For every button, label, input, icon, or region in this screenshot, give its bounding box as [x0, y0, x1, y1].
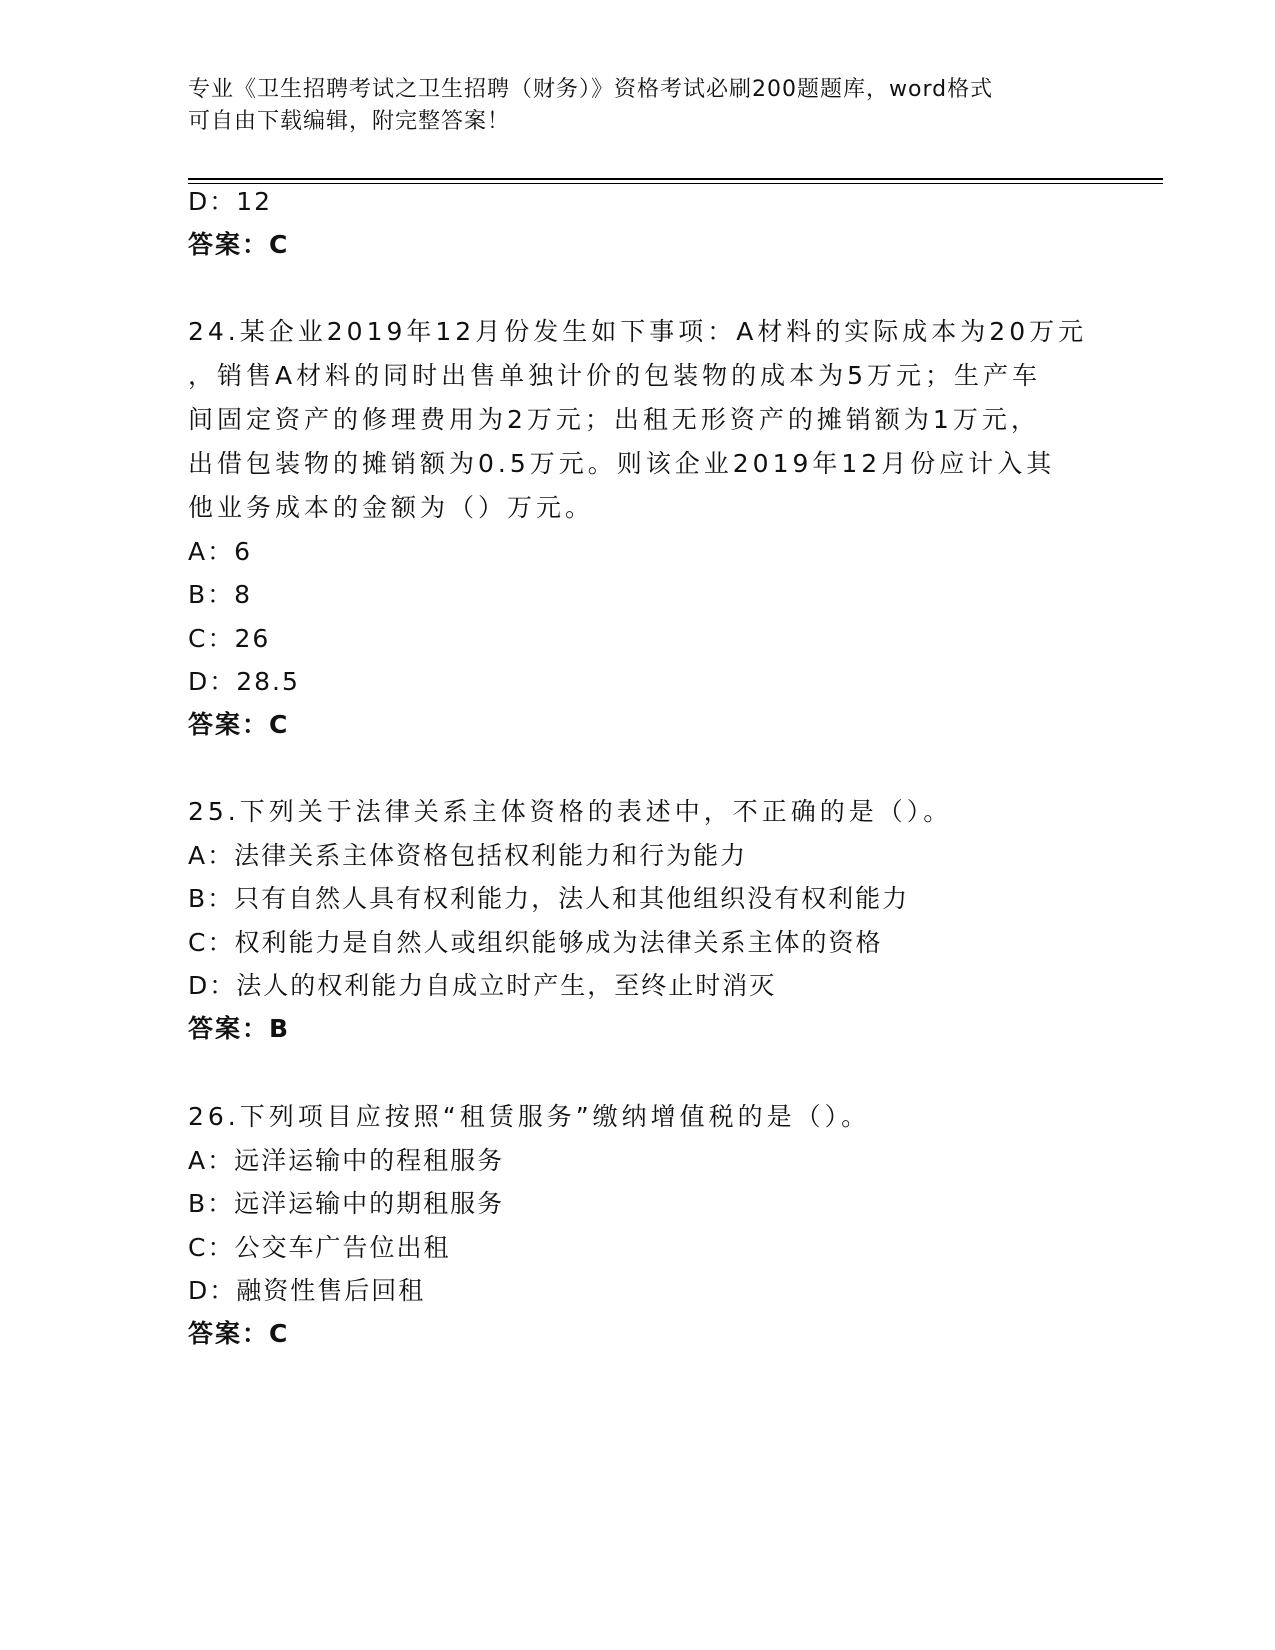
- question-26-option-d: D：融资性售后回租: [188, 1276, 426, 1305]
- question-25-option-d: D：法人的权利能力自成立时产生，至终止时消灭: [188, 971, 777, 1000]
- question-24-stem-line-4: 出借包装物的摊销额为0.5万元。则该企业2019年12月份应计入其: [188, 449, 1056, 478]
- question-24-stem-line-5: 他业务成本的金额为（）万元。: [188, 493, 595, 522]
- document-header: [188, 74, 1088, 138]
- question-24-option-c: C：26: [188, 624, 271, 653]
- question-24-stem-line-1: 24.某企业2019年12月份发生如下事项：A材料的实际成本为20万元: [188, 317, 1088, 346]
- question-26-option-a: A：远洋运输中的程租服务: [188, 1146, 505, 1175]
- question-25-option-b: B：只有自然人具有权利能力，法人和其他组织没有权利能力: [188, 884, 910, 913]
- question-24-option-d: D：28.5: [188, 667, 300, 696]
- question-26-stem-line-1: 26.下列项目应按照“租赁服务”缴纳增值税的是（）。: [188, 1102, 871, 1131]
- question-24-stem-line-3: 间固定资产的修理费用为2万元；出租无形资产的摊销额为1万元，: [188, 405, 1040, 434]
- question-24-option-b: B：8: [188, 580, 253, 609]
- question-25-stem-line-1: 25.下列关于法律关系主体资格的表述中，不正确的是（）。: [188, 797, 953, 826]
- question-25-option-c: C：权利能力是自然人或组织能够成为法律关系主体的资格: [188, 928, 883, 957]
- header-divider-thin: [188, 183, 1163, 184]
- question-26-answer: 答案：C: [188, 1319, 290, 1348]
- question-25-answer: 答案：B: [188, 1014, 291, 1043]
- question-24-stem-line-2: ，销售A材料的同时出售单独计价的包装物的成本为5万元；生产车: [188, 361, 1042, 390]
- header-title-line-2: 可自由下载编辑，附完整答案！: [188, 109, 511, 134]
- option-d-prev: D：12: [188, 187, 273, 216]
- question-25-option-a: A：法律关系主体资格包括权利能力和行为能力: [188, 841, 748, 870]
- header-divider-thick: [188, 178, 1163, 180]
- question-26-option-b: B：远洋运输中的期租服务: [188, 1189, 505, 1218]
- header-title-line-1: 专业《卫生招聘考试之卫生招聘（财务）》资格考试必刷200题题库，word格式: [188, 77, 994, 102]
- answer-prev: 答案：C: [188, 230, 290, 259]
- question-24-answer: 答案：C: [188, 710, 290, 739]
- question-26-option-c: C：公交车广告位出租: [188, 1233, 451, 1262]
- question-24-option-a: A：6: [188, 537, 253, 566]
